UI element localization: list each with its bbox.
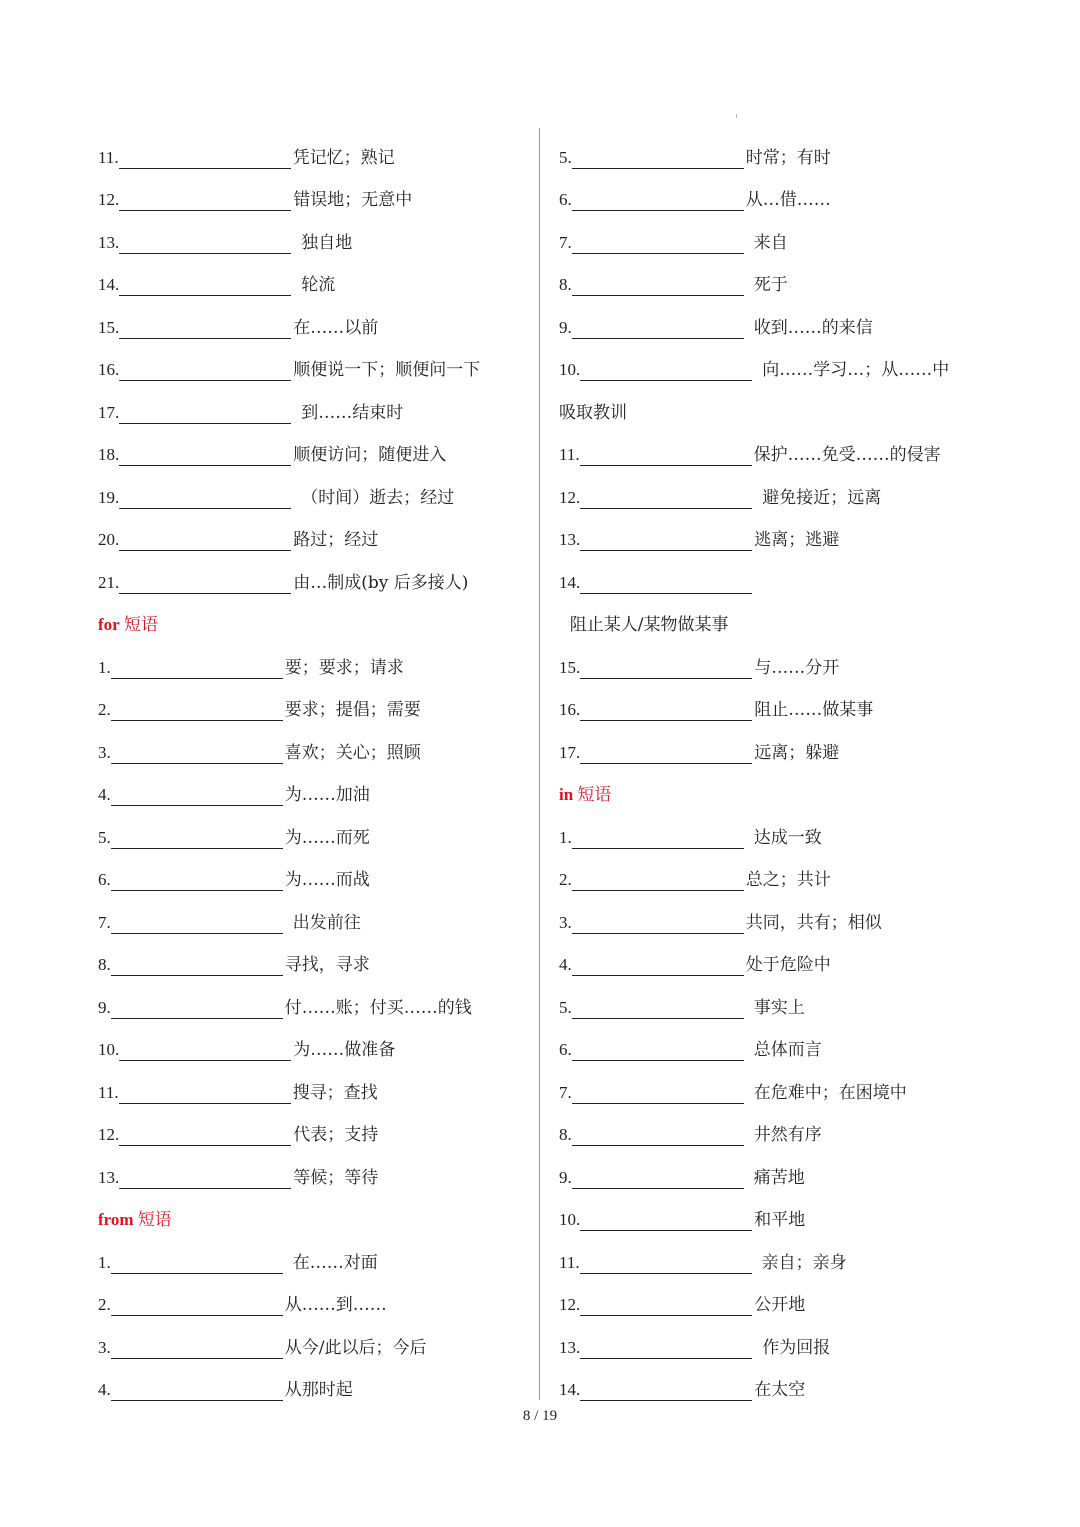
- answer-blank[interactable]: [572, 957, 744, 976]
- answer-blank[interactable]: [119, 1085, 291, 1104]
- exercise-item: [559, 681, 999, 724]
- item-number: 3.: [559, 912, 572, 932]
- answer-blank[interactable]: [111, 915, 283, 934]
- item-number: 10.: [559, 1210, 581, 1229]
- item-number: 7.: [559, 232, 572, 252]
- exercise-item: [559, 1021, 999, 1064]
- answer-blank[interactable]: [572, 1000, 744, 1019]
- item-number: 12.: [559, 487, 581, 507]
- chinese-meaning: 共同，共有；相似: [745, 912, 882, 933]
- exercise-item: [559, 171, 999, 214]
- answer-blank[interactable]: [572, 1042, 744, 1061]
- chinese-meaning: 独自地: [301, 232, 353, 253]
- item-number: 11.: [559, 1252, 580, 1272]
- item-number: 4.: [98, 1380, 111, 1399]
- chinese-meaning: 凭记忆；熟记: [292, 147, 395, 168]
- exercise-item: [559, 1148, 999, 1191]
- chinese-meaning: 总体而言: [753, 1040, 822, 1060]
- chinese-meaning: 痛苦地: [753, 1167, 805, 1188]
- item-number: 1.: [559, 827, 572, 847]
- item-number: 15.: [559, 657, 581, 677]
- chinese-meaning: 错误地；无意中: [293, 190, 413, 210]
- item-number: 3.: [98, 742, 111, 762]
- item-number: 6.: [559, 190, 572, 209]
- answer-blank[interactable]: [572, 872, 744, 891]
- answer-blank[interactable]: [111, 1255, 283, 1274]
- exercise-item: [98, 638, 528, 681]
- item-number: 9.: [98, 997, 111, 1017]
- exercise-item: [98, 128, 528, 171]
- answer-blank[interactable]: [572, 150, 744, 169]
- item-number: 7.: [98, 912, 111, 932]
- answer-blank[interactable]: [572, 277, 744, 296]
- exercise-item: [98, 511, 528, 554]
- top-tick-mark: [736, 114, 737, 118]
- chinese-meaning: 要求；提倡；需要: [284, 700, 421, 720]
- exercise-item: [559, 1318, 999, 1361]
- answer-blank[interactable]: [572, 192, 744, 211]
- chinese-meaning: 事实上: [753, 997, 805, 1018]
- item-number: 13.: [559, 530, 581, 549]
- answer-blank[interactable]: [572, 235, 744, 254]
- item-number: 2.: [559, 870, 572, 889]
- exercise-item: [559, 978, 999, 1021]
- heading-label: 短语: [119, 615, 158, 634]
- chinese-meaning: 死于: [753, 275, 788, 295]
- item-number: 12.: [98, 1125, 120, 1144]
- exercise-item: [98, 936, 528, 979]
- heading-label: 短语: [573, 785, 612, 804]
- exercise-item: [98, 1063, 528, 1106]
- chinese-meaning: 出发前往: [292, 912, 361, 933]
- item-number: 10.: [559, 360, 581, 379]
- answer-blank[interactable]: [119, 1127, 291, 1146]
- exercise-item: [559, 1233, 999, 1276]
- exercise-item: [98, 1361, 528, 1404]
- continuation-text: [559, 596, 999, 639]
- exercise-item: [559, 851, 999, 894]
- chinese-meaning: 为……加油: [284, 785, 370, 805]
- chinese-meaning: 从…借……: [745, 190, 831, 210]
- exercise-item: [559, 1106, 999, 1149]
- answer-blank[interactable]: [580, 490, 752, 509]
- answer-blank[interactable]: [111, 660, 283, 679]
- item-number: 8.: [559, 275, 572, 294]
- answer-blank[interactable]: [572, 1085, 744, 1104]
- chinese-meaning: （时间）逝去；经过: [301, 487, 455, 508]
- item-number: 6.: [98, 870, 111, 889]
- chinese-meaning: 在……以前: [293, 317, 379, 338]
- chinese-meaning: 阻止某人/某物做某事: [559, 615, 729, 635]
- item-number: 12.: [98, 190, 120, 209]
- exercise-item: [559, 1063, 999, 1106]
- answer-blank[interactable]: [111, 787, 283, 806]
- answer-blank[interactable]: [580, 1340, 752, 1359]
- item-number: 12.: [559, 1295, 581, 1314]
- exercise-item: [98, 553, 528, 596]
- chinese-meaning: 顺便说一下；顺便问一下: [293, 360, 481, 380]
- exercise-item: [559, 723, 999, 766]
- item-number: 9.: [559, 317, 572, 337]
- chinese-meaning: 吸取教训: [559, 402, 627, 423]
- exercise-item: [98, 1276, 528, 1319]
- exercise-item: [98, 171, 528, 214]
- exercise-item: [559, 256, 999, 299]
- chinese-meaning: 在危难中；在困境中: [753, 1082, 907, 1103]
- page-number: 8 / 19: [522, 1408, 558, 1424]
- chinese-meaning: 来自: [753, 232, 788, 253]
- exercise-item: [98, 808, 528, 851]
- answer-blank[interactable]: [119, 1042, 291, 1061]
- exercise-item: [98, 341, 528, 384]
- chinese-meaning: 为……而死: [284, 827, 370, 848]
- chinese-meaning: 等候；等待: [293, 1167, 379, 1188]
- chinese-meaning: 与……分开: [754, 657, 840, 678]
- exercise-item: [98, 1148, 528, 1191]
- answer-blank[interactable]: [119, 490, 291, 509]
- chinese-meaning: 总之；共计: [745, 870, 831, 890]
- exercise-item: [559, 553, 999, 596]
- section-heading: [98, 596, 528, 639]
- item-number: 11.: [559, 445, 580, 464]
- continuation-text: [559, 383, 999, 426]
- answer-blank[interactable]: [572, 915, 744, 934]
- item-number: 10.: [98, 1040, 120, 1059]
- answer-blank[interactable]: [580, 1212, 752, 1231]
- exercise-item: [559, 511, 999, 554]
- chinese-meaning: 为……做准备: [293, 1040, 396, 1060]
- chinese-meaning: 到……结束时: [301, 402, 404, 423]
- answer-blank[interactable]: [111, 872, 283, 891]
- exercise-item: [559, 638, 999, 681]
- chinese-meaning: 在……对面: [292, 1252, 378, 1273]
- chinese-meaning: 搜寻；查找: [292, 1082, 378, 1103]
- answer-blank[interactable]: [111, 1000, 283, 1019]
- answer-blank[interactable]: [580, 1382, 752, 1401]
- answer-blank[interactable]: [111, 957, 283, 976]
- item-number: 1.: [98, 657, 111, 677]
- answer-blank[interactable]: [111, 1382, 283, 1401]
- answer-blank[interactable]: [572, 320, 744, 339]
- chinese-meaning: 远离；躲避: [754, 742, 840, 763]
- exercise-item: [559, 808, 999, 851]
- heading-keyword: from: [98, 1210, 134, 1229]
- item-number: 7.: [559, 1082, 572, 1102]
- exercise-item: [98, 681, 528, 724]
- chinese-meaning: 寻找，寻求: [284, 955, 370, 975]
- exercise-item: [98, 893, 528, 936]
- chinese-meaning: 要；要求；请求: [284, 657, 404, 678]
- exercise-item: [98, 851, 528, 894]
- item-number: 18.: [98, 445, 120, 464]
- answer-blank[interactable]: [580, 1255, 752, 1274]
- chinese-meaning: 保护……免受……的侵害: [753, 445, 941, 465]
- exercise-item: [98, 213, 528, 256]
- chinese-meaning: 阻止……做某事: [754, 700, 874, 720]
- answer-blank[interactable]: [111, 702, 283, 721]
- item-number: 14.: [559, 572, 581, 592]
- chinese-meaning: 轮流: [301, 275, 336, 295]
- exercise-item: [559, 468, 999, 511]
- chinese-meaning: 时常；有时: [745, 147, 831, 168]
- chinese-meaning: 和平地: [754, 1210, 806, 1230]
- answer-blank[interactable]: [580, 575, 752, 594]
- exercise-item: [98, 426, 528, 469]
- exercise-item: [559, 298, 999, 341]
- exercise-item: [559, 1191, 999, 1234]
- item-number: 17.: [559, 742, 581, 762]
- chinese-meaning: 处于危险中: [745, 955, 831, 975]
- item-number: 13.: [98, 232, 120, 252]
- answer-blank[interactable]: [119, 532, 291, 551]
- answer-blank[interactable]: [119, 362, 291, 381]
- chinese-meaning: 从……到……: [284, 1295, 387, 1315]
- exercise-item: [98, 1106, 528, 1149]
- answer-blank[interactable]: [119, 235, 291, 254]
- chinese-meaning: 付……账；付买……的钱: [284, 997, 472, 1018]
- answer-blank[interactable]: [119, 575, 291, 594]
- column-divider: [539, 128, 540, 1400]
- answer-blank[interactable]: [119, 192, 291, 211]
- answer-blank[interactable]: [580, 532, 752, 551]
- exercise-item: [98, 978, 528, 1021]
- chinese-meaning: 从今/此以后；今后: [284, 1337, 427, 1358]
- chinese-meaning: 在太空: [754, 1380, 806, 1400]
- answer-blank[interactable]: [580, 702, 752, 721]
- chinese-meaning: 为……而战: [284, 870, 370, 890]
- exercise-item: [559, 893, 999, 936]
- item-number: 2.: [98, 700, 111, 719]
- section-heading: [98, 1191, 528, 1234]
- left-column: [98, 128, 528, 1403]
- answer-blank[interactable]: [580, 362, 752, 381]
- chinese-meaning: 喜欢；关心；照顾: [284, 742, 421, 763]
- chinese-meaning: 逃离；逃避: [754, 530, 840, 550]
- chinese-meaning: 公开地: [754, 1295, 806, 1315]
- item-number: 16.: [98, 360, 120, 379]
- answer-blank[interactable]: [580, 447, 752, 466]
- item-number: 13.: [98, 1167, 120, 1187]
- item-number: 21.: [98, 572, 120, 592]
- exercise-item: [98, 383, 528, 426]
- item-number: 13.: [559, 1337, 581, 1357]
- heading-keyword: for: [98, 615, 120, 634]
- item-number: 8.: [98, 955, 111, 974]
- exercise-item: [98, 723, 528, 766]
- answer-blank[interactable]: [111, 1297, 283, 1316]
- item-number: 5.: [98, 827, 111, 847]
- exercise-item: [559, 1276, 999, 1319]
- answer-blank[interactable]: [119, 150, 291, 169]
- item-number: 2.: [98, 1295, 111, 1314]
- chinese-meaning: 顺便访问；随便进入: [293, 445, 447, 465]
- chinese-meaning: 避免接近；远离: [762, 487, 882, 508]
- section-heading: [559, 766, 999, 809]
- exercise-item: [98, 1318, 528, 1361]
- item-number: 11.: [98, 147, 119, 167]
- chinese-meaning: 从那时起: [284, 1380, 353, 1400]
- item-number: 5.: [559, 997, 572, 1017]
- exercise-item: [98, 1233, 528, 1276]
- exercise-item: [559, 213, 999, 256]
- answer-blank[interactable]: [111, 1340, 283, 1359]
- chinese-meaning: 作为回报: [762, 1337, 831, 1358]
- chinese-meaning: 收到……的来信: [753, 317, 873, 338]
- item-number: 15.: [98, 317, 120, 337]
- heading-label: 短语: [133, 1210, 172, 1229]
- answer-blank[interactable]: [119, 405, 291, 424]
- exercise-item: [559, 426, 999, 469]
- chinese-meaning: 达成一致: [753, 827, 822, 848]
- answer-blank[interactable]: [119, 447, 291, 466]
- item-number: 19.: [98, 487, 120, 507]
- exercise-item: [559, 1361, 999, 1404]
- chinese-meaning: 向……学习…；从……中: [762, 360, 950, 380]
- item-number: 8.: [559, 1125, 572, 1144]
- chinese-meaning: 亲自；亲身: [761, 1252, 847, 1273]
- item-number: 4.: [98, 785, 111, 804]
- exercise-item: [98, 766, 528, 809]
- answer-blank[interactable]: [119, 277, 291, 296]
- item-number: 11.: [98, 1082, 119, 1102]
- item-number: 6.: [559, 1040, 572, 1059]
- answer-blank[interactable]: [572, 1170, 744, 1189]
- exercise-item: [98, 256, 528, 299]
- item-number: 14.: [98, 275, 120, 294]
- item-number: 17.: [98, 402, 120, 422]
- right-column: [559, 128, 999, 1403]
- item-number: 16.: [559, 700, 581, 719]
- exercise-item: [559, 341, 999, 384]
- answer-blank[interactable]: [580, 1297, 752, 1316]
- answer-blank[interactable]: [580, 660, 752, 679]
- answer-blank[interactable]: [572, 830, 744, 849]
- answer-blank[interactable]: [111, 745, 283, 764]
- exercise-item: [559, 128, 999, 171]
- item-number: 20.: [98, 530, 120, 549]
- item-number: 14.: [559, 1380, 581, 1399]
- answer-blank[interactable]: [119, 1170, 291, 1189]
- exercise-item: [98, 1021, 528, 1064]
- item-number: 5.: [559, 147, 572, 167]
- answer-blank[interactable]: [580, 745, 752, 764]
- exercise-item: [559, 936, 999, 979]
- exercise-item: [98, 468, 528, 511]
- item-number: 3.: [98, 1337, 111, 1357]
- chinese-meaning: 由…制成(by 后多接人): [293, 572, 469, 593]
- item-number: 4.: [559, 955, 572, 974]
- item-number: 1.: [98, 1252, 111, 1272]
- chinese-meaning: 路过；经过: [293, 530, 379, 550]
- chinese-meaning: 代表；支持: [293, 1125, 379, 1145]
- answer-blank[interactable]: [111, 830, 283, 849]
- heading-keyword: in: [559, 785, 574, 804]
- answer-blank[interactable]: [119, 320, 291, 339]
- item-number: 9.: [559, 1167, 572, 1187]
- exercise-item: [98, 298, 528, 341]
- answer-blank[interactable]: [572, 1127, 744, 1146]
- chinese-meaning: 井然有序: [753, 1125, 822, 1145]
